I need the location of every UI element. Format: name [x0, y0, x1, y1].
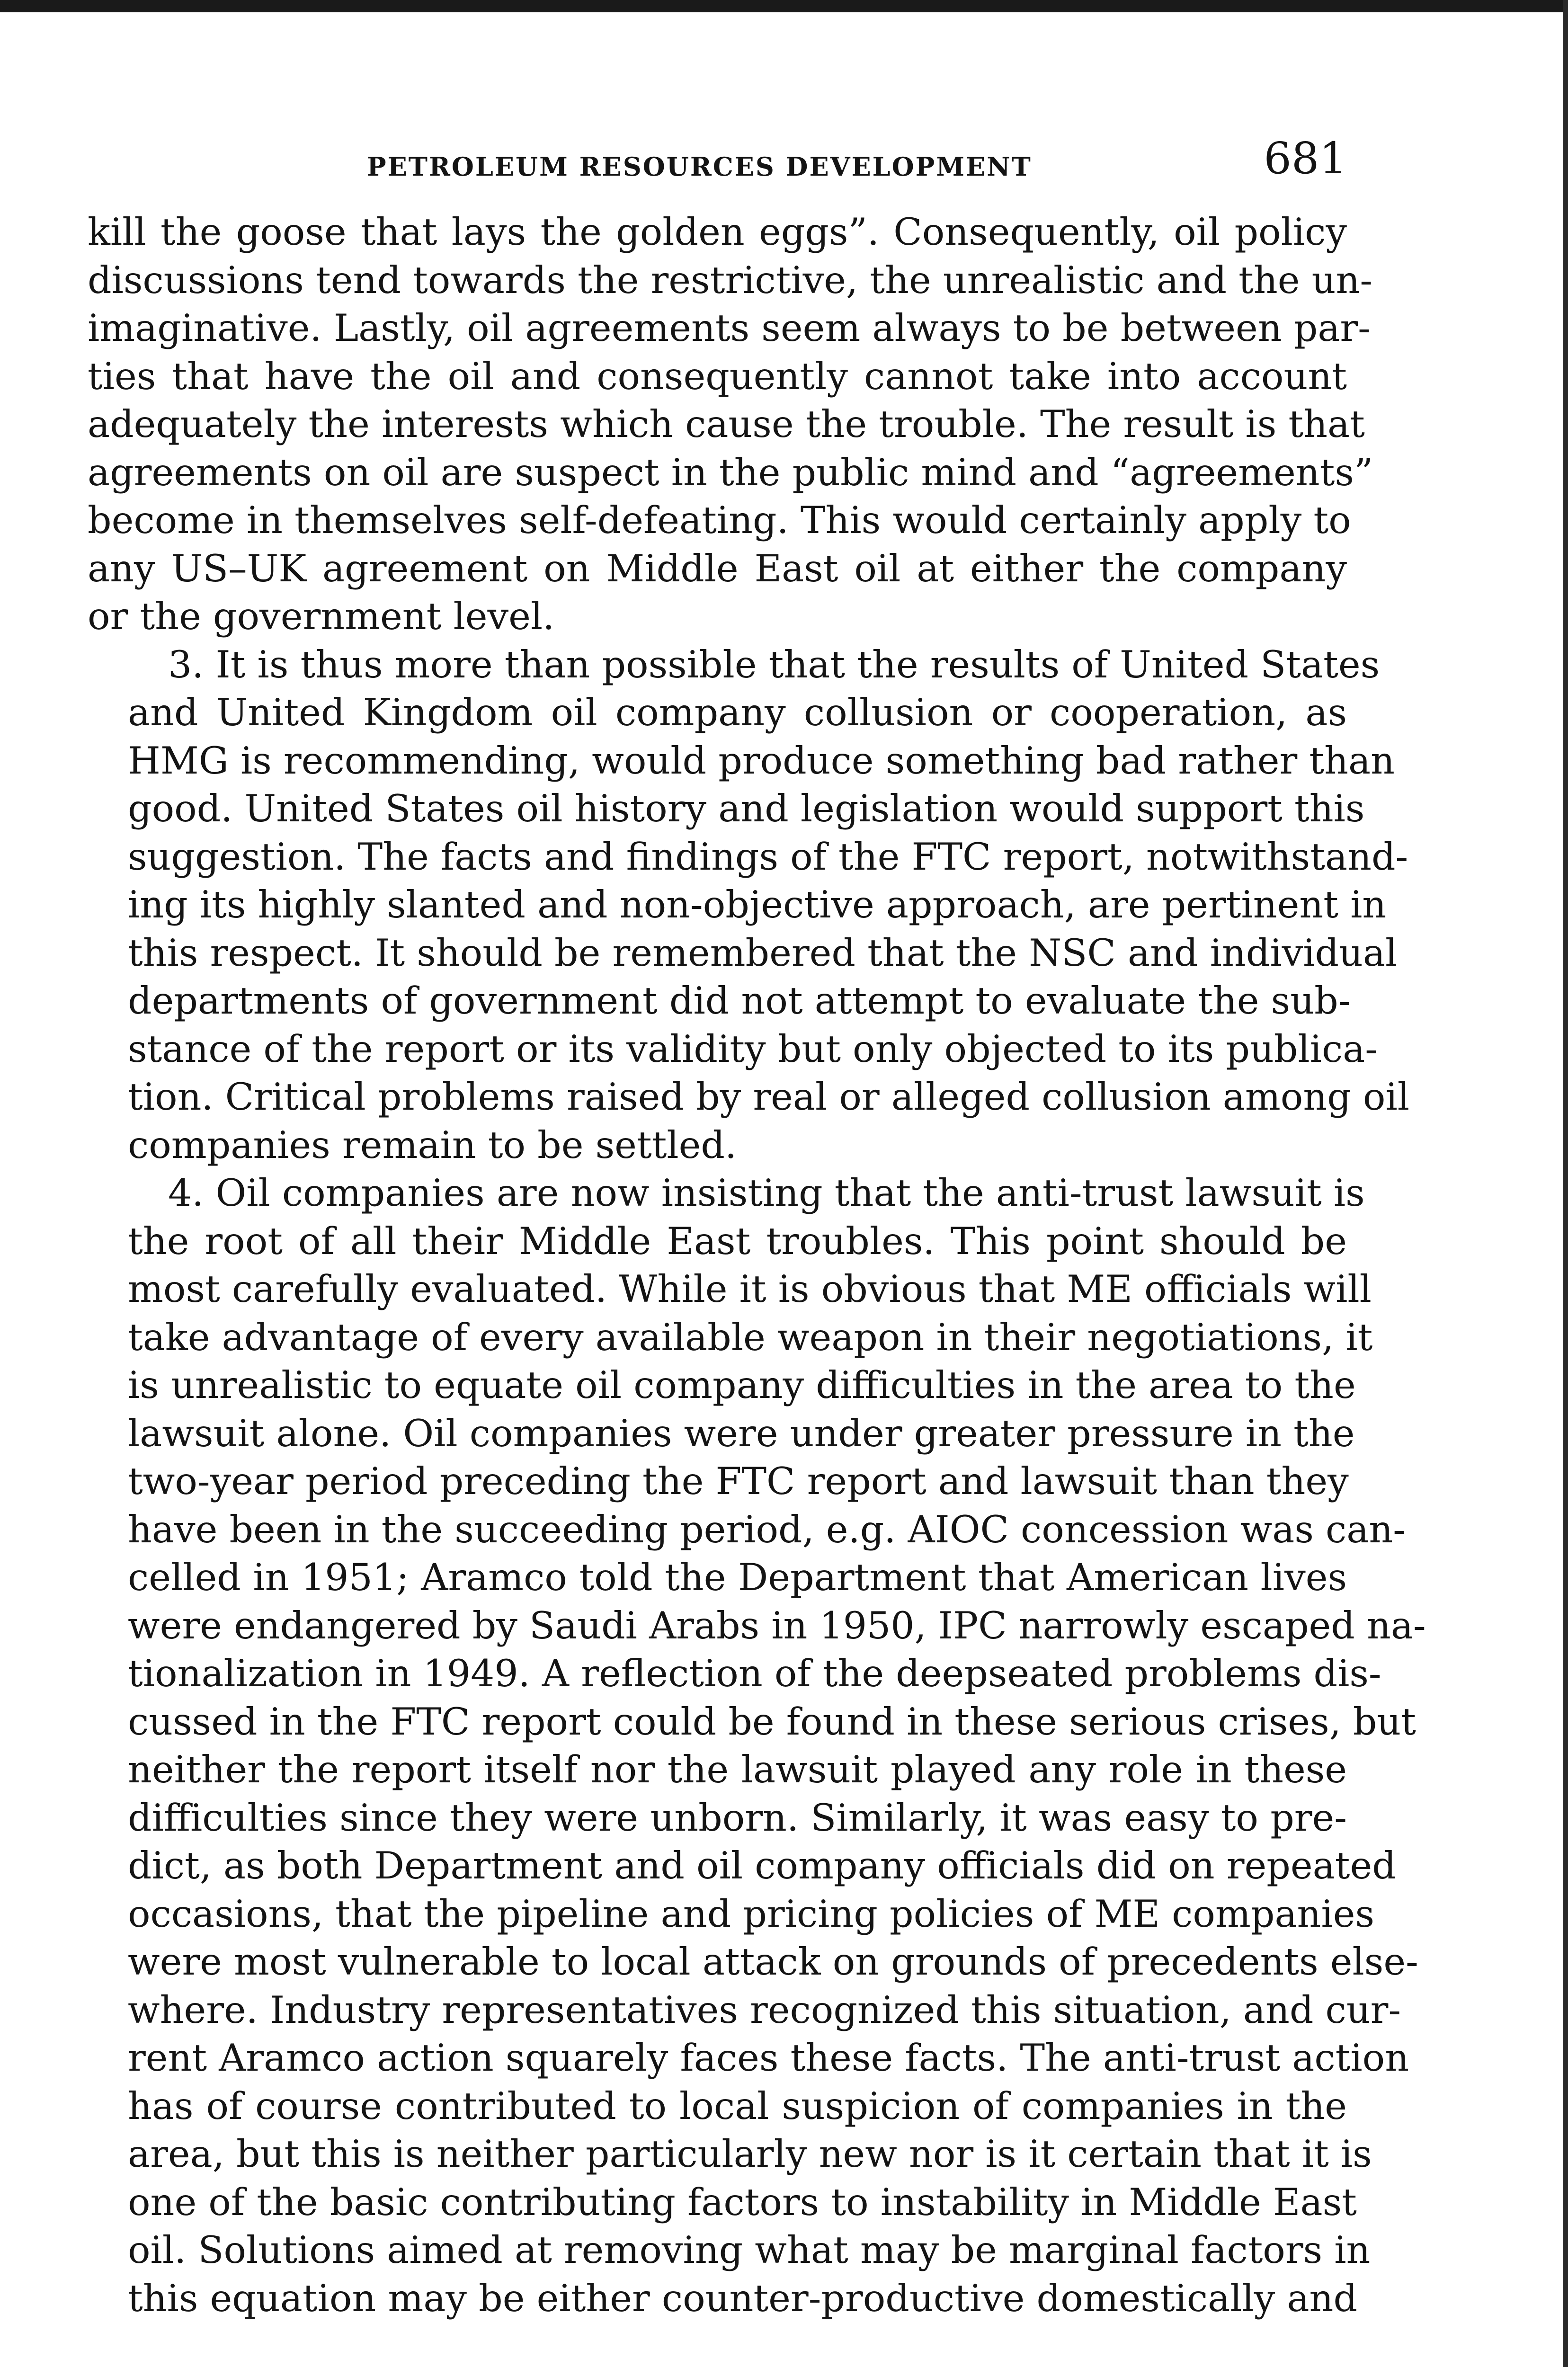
text-line: occasions, that the pipeline and pricing policies of ME companies — [128, 1892, 1374, 1936]
text-line: lawsuit alone. Oil companies were under greater pressure in the — [128, 1411, 1355, 1455]
text-line: this equation may be either counter-productive domestically and — [128, 2276, 1358, 2320]
text-line: HMG is recommending, would produce something bad rather than — [128, 739, 1395, 783]
text-line: any US–UK agreement on Middle East oil at either the company — [88, 546, 1347, 590]
text-line: the root of all their Middle East troubles. This point should be — [128, 1219, 1347, 1263]
text-line: adequately the interests which cause the trouble. The result is that — [88, 402, 1365, 446]
text-line: tion. Critical problems raised by real or alleged collusion among oil — [128, 1075, 1409, 1119]
text-line: imaginative. Lastly, oil agreements seem always to be between par- — [88, 306, 1371, 350]
text-line: ing its highly slanted and non-objective approach, are pertinent in — [128, 883, 1387, 926]
page-header — [88, 130, 1347, 192]
text-line: celled in 1951; Aramco told the Department that American lives — [128, 1556, 1347, 1599]
text-line: rent Aramco action squarely faces these facts. The anti-trust action — [128, 2036, 1409, 2080]
text-line: one of the basic contributing factors to instability in Middle East — [128, 2180, 1357, 2224]
text-line: 3. It is thus more than possible that the results of United States — [168, 642, 1380, 686]
text-line: where. Industry representatives recognized this situation, and cur- — [128, 1988, 1401, 2032]
text-line: stance of the report or its validity but only objected to its publica- — [128, 1027, 1378, 1071]
text-line: is unrealistic to equate oil company difficulties in the area to the — [128, 1363, 1356, 1407]
text-line: cussed in the FTC report could be found in these serious crises, but — [128, 1700, 1417, 1744]
text-line: were endangered by Saudi Arabs in 1950, IPC narrowly escaped na- — [128, 1603, 1426, 1647]
text-line: has of course contributed to local suspicion of companies in the — [128, 2084, 1347, 2128]
text-line: dict, as both Department and oil company officials did on repeated — [128, 1844, 1396, 1887]
text-line: 4. Oil companies are now insisting that the anti-trust lawsuit is — [168, 1171, 1365, 1215]
text-line: tionalization in 1949. A reflection of the deepseated problems dis- — [128, 1652, 1381, 1695]
text-line: most carefully evaluated. While it is obvious that ME officials will — [128, 1267, 1372, 1311]
text-line: neither the report itself nor the lawsuit played any role in these — [128, 1748, 1347, 1791]
text-line: become in themselves self-defeating. This would certainly apply to — [88, 498, 1351, 542]
text-line: were most vulnerable to local attack on grounds of precedents else- — [128, 1940, 1418, 1984]
text-line: oil. Solutions aimed at removing what may be marginal factors in — [128, 2228, 1371, 2272]
scan-right-edge — [1563, 0, 1568, 2367]
running-head: PETROLEUM RESOURCES DEVELOPMENT — [367, 151, 1032, 182]
paragraph-4 — [88, 1169, 1426, 2323]
text-line: two-year period preceding the FTC report and lawsuit than they — [128, 1459, 1349, 1503]
paragraph-continued — [88, 208, 1373, 641]
text-line: agreements on oil are suspect in the public mind and “agreements” — [88, 450, 1373, 494]
scan-top-border — [0, 0, 1568, 12]
text-line: good. United States oil history and legislation would support this — [128, 787, 1365, 830]
text-line: area, but this is neither particularly new nor is it certain that it is — [128, 2132, 1372, 2176]
text-line: kill the goose that lays the golden eggs”. Consequently, oil policy — [88, 210, 1347, 254]
text-line: companies remain to be settled. — [128, 1123, 737, 1167]
body-text — [88, 208, 1426, 2323]
text-line: difficulties since they were unborn. Similarly, it was easy to pre- — [128, 1796, 1347, 1840]
text-line: this respect. It should be remembered that the NSC and individual — [128, 931, 1398, 975]
text-line: have been in the succeeding period, e.g. AIOC concession was can- — [128, 1507, 1406, 1551]
text-line: ties that have the oil and consequently cannot take into account — [88, 354, 1347, 398]
text-line: or the government level. — [88, 595, 555, 638]
text-line: suggestion. The facts and findings of the FTC report, notwithstand- — [128, 835, 1408, 879]
text-line: discussions tend towards the restrictive, the unrealistic and the un- — [88, 258, 1373, 302]
text-line: departments of government did not attempt to evaluate the sub- — [128, 979, 1351, 1023]
paragraph-3 — [88, 641, 1409, 1170]
text-line: take advantage of every available weapon in their negotiations, it — [128, 1315, 1373, 1359]
text-line: and United Kingdom oil company collusion or cooperation, as — [128, 691, 1347, 734]
page-number: 681 — [1264, 133, 1347, 184]
